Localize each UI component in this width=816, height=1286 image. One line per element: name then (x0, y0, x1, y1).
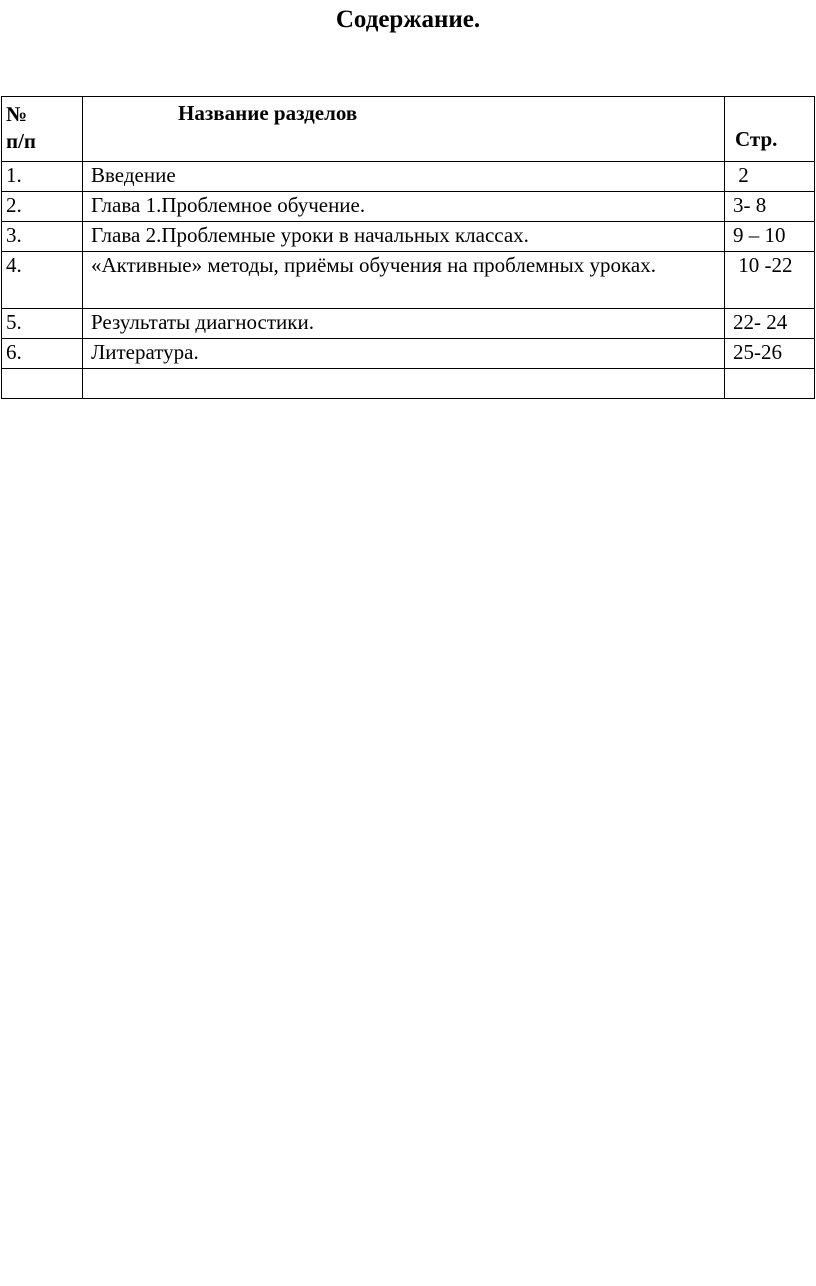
table-header-row (2, 97, 815, 162)
row-section-name: Введение (83, 162, 725, 192)
header-section-name-label: Название разделов (178, 101, 358, 125)
header-section-name (83, 97, 725, 162)
row-number: 5. (2, 309, 83, 339)
row-page: 3- 8 (725, 192, 815, 222)
row-section-name (83, 369, 725, 399)
row-number: 6. (2, 339, 83, 369)
table-row (2, 222, 815, 252)
row-section-name: Литература. (83, 339, 725, 369)
row-number: 2. (2, 192, 83, 222)
row-page: 9 – 10 (725, 222, 815, 252)
row-number: 4. (2, 252, 83, 309)
row-page: 22- 24 (725, 309, 815, 339)
row-number (2, 369, 83, 399)
row-section-name: Глава 1.Проблемное обучение. (83, 192, 725, 222)
row-number: 3. (2, 222, 83, 252)
contents-table (1, 96, 815, 399)
header-number-line1: № (6, 102, 28, 126)
header-page-label: Стр. (735, 127, 778, 151)
page-title: Содержание. (335, 6, 481, 33)
table-row (2, 192, 815, 222)
row-page (725, 369, 815, 399)
row-page: 2 (725, 162, 815, 192)
header-number (2, 97, 83, 162)
table-row (2, 252, 815, 309)
table-row (2, 309, 815, 339)
row-section-name: Результаты диагностики. (83, 309, 725, 339)
row-section-name: «Активные» методы, приёмы обучения на проблемных уроках. (83, 252, 725, 309)
table-row (2, 339, 815, 369)
row-page: 10 -22 (725, 252, 815, 309)
header-page (725, 97, 815, 162)
table-row-empty (2, 369, 815, 399)
row-section-name: Глава 2.Проблемные уроки в начальных классах. (83, 222, 725, 252)
row-page: 25-26 (725, 339, 815, 369)
row-number: 1. (2, 162, 83, 192)
table-row (2, 162, 815, 192)
header-number-line2: п/п (6, 129, 37, 153)
